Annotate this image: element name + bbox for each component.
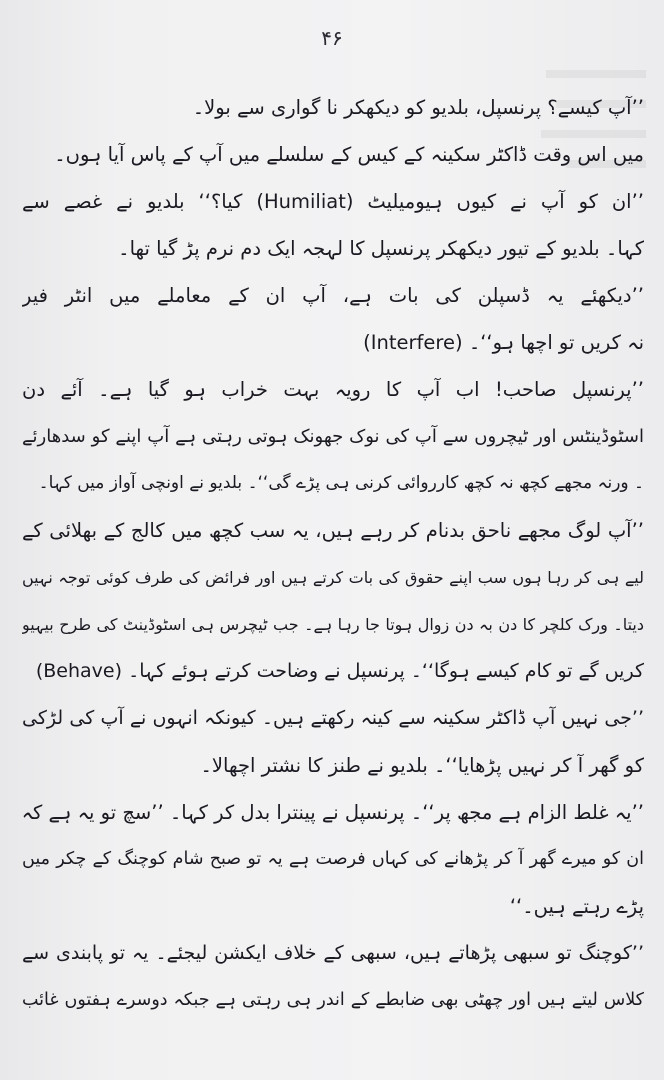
text-line: پڑے رہتے ہیں۔‘‘ — [509, 895, 644, 918]
text-line: دیتا۔ ورک کلچر کا دن بہ دن زوال ہوتا جا رہا ہے۔ جب ٹیچرس ہی اسٹوڈینٹ کی طرح بیہیو — [22, 615, 644, 634]
page-number: ۴۶ — [321, 26, 343, 50]
text-line: ’’آپ کیسے؟ پرنسپل، بلدیو کو دیکھکر نا گواری سے بولا۔ — [192, 96, 644, 119]
text-line: (Interfere) نہ کریں تو اچھا ہو‘‘۔ — [363, 331, 644, 354]
text-line: (Behave) کریں گے تو کام کیسے ہوگا‘‘۔ پرنسپل نے وضاحت کرتے ہوئے کہا۔ — [35, 660, 644, 682]
text-line: ’’پرنسپل صاحب! اب آپ کا رویہ بہت خراب ہو گیا ہے۔ آئے دن — [22, 378, 644, 401]
text-line: ’’جی نہیں آپ ڈاکٹر سکینہ سے کینہ رکھتے ہیں۔ کیونکہ انہوں نے آپ کی لڑکی — [22, 707, 644, 729]
text-line: ۔ ورنہ مجھے کچھ نہ کچھ کارروائی کرنی ہی پڑے گی‘‘۔ بلدیو نے اونچی آواز میں کہا۔ — [38, 473, 644, 493]
text-line: لیے ہی کر رہا ہوں سب اپنے حقوق کی بات کرتے ہیں اور فرائض کی طرف کوئی توجہ نہیں — [22, 568, 644, 587]
text-line: میں اس وقت ڈاکٹر سکینہ کے کیس کے سلسلے میں آپ کے پاس آیا ہوں۔ — [54, 143, 644, 166]
text-line: کہا۔ بلدیو کے تیور دیکھکر پرنسپل کا لہجہ ایک دم نرم پڑ گیا تھا۔ — [118, 237, 644, 260]
text-line: اسٹوڈینٹس اور ٹیچروں سے آپ کی نوک جھونک ہوتی رہتی ہے آپ اپنے کو سدھارئے — [22, 426, 644, 447]
text-line: ’’آپ لوگ مجھے ناحق بدنام کر رہے ہیں، یہ سب کچھ میں کالج کے بھلائی کے — [22, 519, 644, 542]
body-text — [22, 84, 644, 1024]
text-line: ان کو میرے گھر آ کر پڑھانے کی کہاں فرصت ہے یہ تو صبح شام کوچنگ کے چکر میں — [22, 849, 644, 869]
text-line: ’’ان کو آپ نے کیوں ہیومیلیٹ (Humiliat) کیا؟‘‘ بلدیو نے غصے سے — [22, 190, 644, 213]
text-line: ’’یہ غلط الزام ہے مجھ پر‘‘۔ پرنسپل نے پینترا بدل کر کہا۔ ’’سچ تو یہ ہے کہ — [22, 801, 644, 824]
text-line: ’’دیکھئے یہ ڈسپلن کی بات ہے، آپ ان کے معاملے میں انٹر فیر — [22, 284, 644, 307]
text-line: کلاس لیتے ہیں اور چھٹی بھی ضابطے کے اندر ہی رہتی ہے جبکہ دوسرے ہفتوں غائب — [22, 990, 644, 1010]
text-line: کو گھر آ کر نہیں پڑھایا‘‘۔ بلدیو نے طنز کا نشتر اچھالا۔ — [200, 754, 644, 777]
text-line: ’’کوچنگ تو سبھی پڑھاتے ہیں، سبھی کے خلاف ایکشن لیجئے۔ یہ تو پابندی سے — [22, 942, 644, 964]
